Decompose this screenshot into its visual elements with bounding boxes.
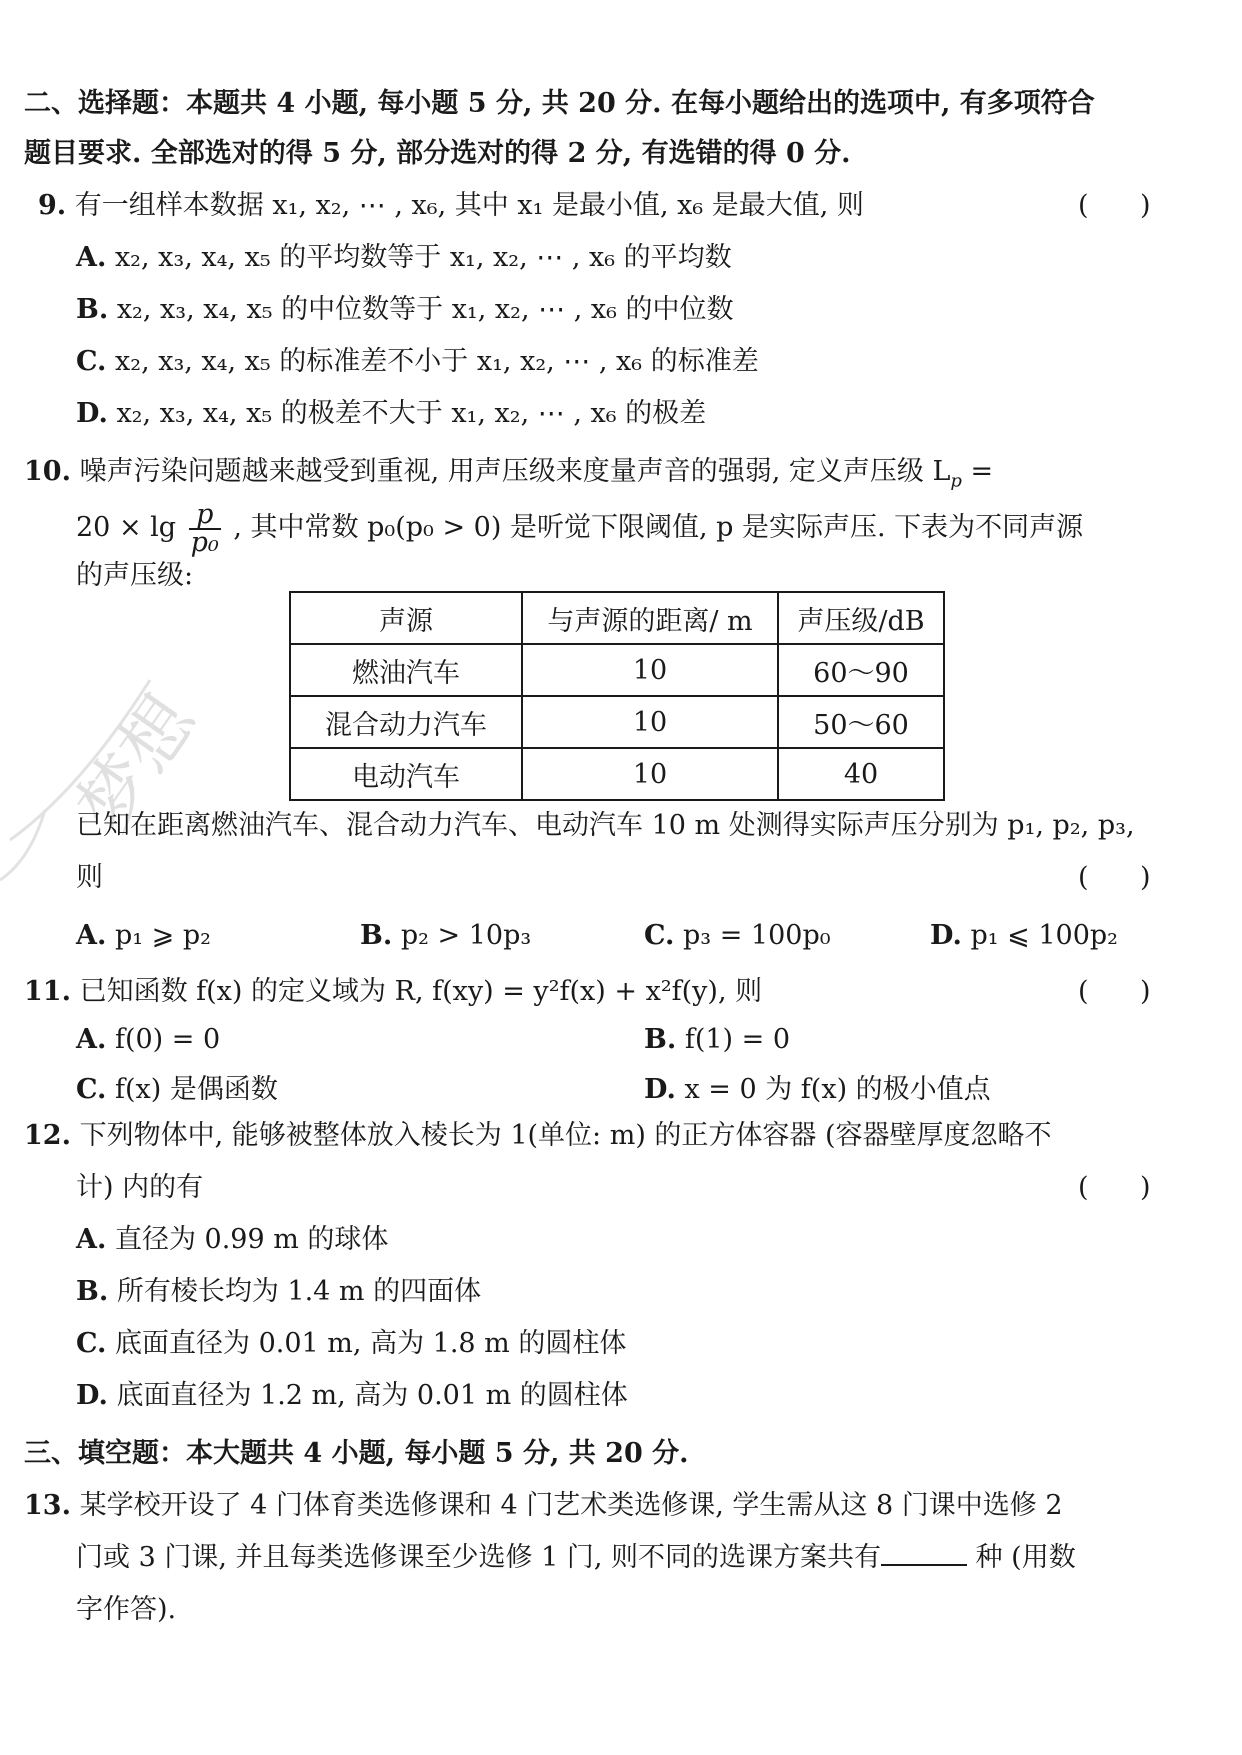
option-text: 底面直径为 0.01 m, 高为 1.8 m 的圆柱体 [115,1328,627,1359]
table-cell: 10 [522,748,778,800]
answer-blank[interactable] [881,1540,967,1566]
q11-option-b [644,1022,790,1058]
table-row [290,748,944,800]
watermark-text: 梦想 [60,679,213,846]
option-label: D. [930,920,962,951]
question-13-line1 [24,1488,1063,1524]
option-text: 底面直径为 1.2 m, 高为 0.01 m 的圆柱体 [116,1380,628,1411]
question-12-line2: 计) 内的有 [76,1172,204,1203]
option-label: B. [76,1276,109,1307]
q9-option-b [76,292,734,328]
section2-title-line2: 题目要求. 全部选对的得 5 分, 部分选对的得 2 分, 有选错的得 0 分. [24,138,851,169]
question-10-after1: 已知在距离燃油汽车、混合动力汽车、电动汽车 10 m 处测得实际声压分别为 p₁, p₂, p₃, [76,810,1135,841]
option-text: p₁ ⩽ 100p₂ [970,920,1118,951]
section3-title: 三、填空题：本大题共 4 小题, 每小题 5 分, 共 20 分. [24,1438,689,1469]
option-text: f(0) = 0 [114,1024,221,1055]
table-row [290,644,944,696]
q9-option-c [76,344,759,380]
table-row [290,696,944,748]
option-text: f(x) 是偶函数 [115,1074,278,1105]
option-text: p₃ = 100p₀ [683,920,831,951]
q11-option-c [76,1072,278,1108]
q10-option-c [644,918,831,954]
table-cell: 50～60 [778,696,944,748]
fraction [189,498,221,558]
option-label: D. [76,398,108,429]
question-10-line3: 的声压级: [76,560,194,591]
question-13-line3: 字作答). [76,1594,177,1625]
q9-option-a [76,240,732,276]
q12-option-a [76,1222,388,1258]
option-text: x₂, x₃, x₄, x₅ 的标准差不小于 x₁, x₂, ⋯ , x₆ 的标准差 [115,346,759,377]
fraction-numerator: p [189,502,221,530]
option-label: D. [644,1074,676,1105]
fraction-denominator: p₀ [190,526,219,558]
option-text: p₂ > 10p₃ [400,920,532,951]
q12-option-c [76,1326,626,1362]
q11-option-a [76,1022,220,1058]
option-label: D. [76,1380,108,1411]
table-header-cell: 声源 [290,592,522,644]
option-text: x₂, x₃, x₄, x₅ 的极差不大于 x₁, x₂, ⋯ , x₆ 的极差 [116,398,707,429]
q10-option-b [360,918,531,954]
formula-prefix: 20 × lg [76,512,177,543]
option-label: A. [76,1024,107,1055]
table-header-cell: 声压级/dB [778,592,944,644]
table-header-cell: 与声源的距离/ m [522,592,778,644]
option-label: B. [76,294,109,325]
question-number: 9. [38,190,67,221]
q10-option-d [930,918,1118,954]
option-label: C. [76,1074,107,1105]
option-text: x₂, x₃, x₄, x₅ 的中位数等于 x₁, x₂, ⋯ , x₆ 的中位数 [116,294,734,325]
question-stem: 有一组样本数据 x₁, x₂, ⋯ , x₆, 其中 x₁ 是最小值, x₆ 是最大值, 则 [74,190,864,221]
formula-suffix: , 其中常数 p₀(p₀ > 0) 是听觉下限阈值, p 是实际声压. 下表为不同声源 [233,512,1084,543]
option-label: A. [76,1224,107,1255]
question-stem: 下列物体中, 能够被整体放入棱长为 1(单位: m) 的正方体容器 (容器壁厚度忽略不 [79,1120,1052,1151]
table-cell: 混合动力汽车 [290,696,522,748]
question-10-after2: 则 [76,862,103,893]
subscript: p [950,470,962,492]
option-label: C. [76,346,107,377]
question-number: 13. [24,1490,71,1521]
question-stem: 已知函数 f(x) 的定义域为 R, f(xy) = y²f(x) + x²f(y), 则 [79,976,763,1007]
option-label: A. [76,242,107,273]
watermark-stamp [0,640,240,900]
question-9 [38,188,864,224]
question-13-line2 [76,1540,1076,1576]
sound-level-table [289,591,945,801]
option-label: C. [76,1328,107,1359]
question-12-line1 [24,1118,1052,1154]
answer-paren-10: ( ) [1078,862,1151,893]
question-stem: 某学校开设了 4 门体育类选修课和 4 门艺术类选修课, 学生需从这 8 门课中选修 2 [79,1490,1063,1521]
option-label: B. [360,920,393,951]
table-cell: 60～90 [778,644,944,696]
q12-option-b [76,1274,481,1310]
option-text: x₂, x₃, x₄, x₅ 的平均数等于 x₁, x₂, ⋯ , x₆ 的平均数 [114,242,732,273]
q11-option-d [644,1072,991,1108]
answer-paren-12: ( ) [1078,1172,1151,1203]
answer-paren-9: ( ) [1078,190,1151,221]
option-label: C. [644,920,675,951]
q10-option-a [76,918,211,954]
table-cell: 40 [778,748,944,800]
question-11 [24,974,762,1010]
question-text: 门或 3 门课, 并且每类选修课至少选修 1 门, 则不同的选课方案共有 [76,1542,882,1573]
option-text: x = 0 为 f(x) 的极小值点 [684,1074,991,1105]
option-text: 直径为 0.99 m 的球体 [114,1224,389,1255]
option-text: p₁ ⩾ p₂ [114,920,211,951]
table-cell: 燃油汽车 [290,644,522,696]
question-number: 11. [24,976,71,1007]
table-cell: 10 [522,644,778,696]
q9-option-d [76,396,706,432]
question-text: 种 (用数 [967,1542,1076,1573]
question-stem: 噪声污染问题越来越受到重视, 用声压级来度量声音的强弱, 定义声压级 L [79,456,951,487]
equals-sign: = [961,456,994,487]
option-text: 所有棱长均为 1.4 m 的四面体 [116,1276,482,1307]
option-label: A. [76,920,107,951]
question-10-line2 [76,500,1083,556]
q12-option-d [76,1378,628,1414]
option-text: f(1) = 0 [684,1024,791,1055]
table-cell: 电动汽车 [290,748,522,800]
table-cell: 10 [522,696,778,748]
question-10-line1 [24,454,993,499]
question-number: 12. [24,1120,71,1151]
answer-paren-11: ( ) [1078,976,1151,1007]
table-header-row [290,592,944,644]
option-label: B. [644,1024,677,1055]
question-number: 10. [24,456,71,487]
section2-title-line1: 二、选择题：本题共 4 小题, 每小题 5 分, 共 20 分. 在每小题给出的选项中, 有多项符合 [24,88,1095,119]
